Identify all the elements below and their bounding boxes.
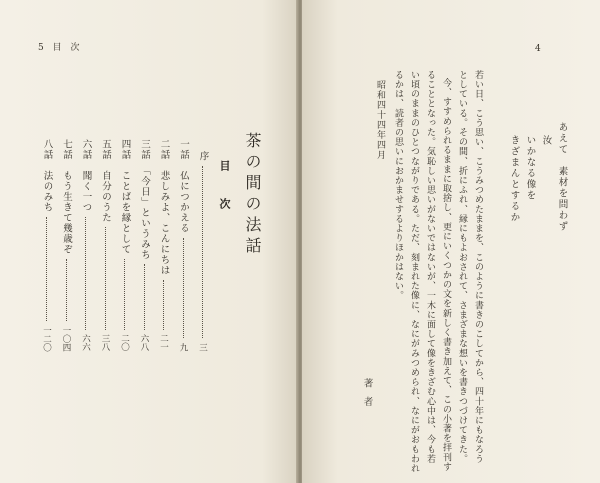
toc-entry-page: 九 <box>178 342 188 351</box>
body-line: るかは、読者の思いにおかませするよりほかはない。 <box>393 70 403 301</box>
toc-entry-page: 六八 <box>139 334 149 351</box>
toc-leader-dots <box>202 166 203 338</box>
toc-leader-dots <box>124 259 125 330</box>
toc-leader-dots <box>46 217 47 321</box>
toc-entry <box>39 139 55 351</box>
toc-entry <box>176 139 192 351</box>
toc-leader-dots <box>183 238 184 338</box>
running-head: 5 目 次 <box>38 43 83 53</box>
toc-leader-dots <box>163 280 164 330</box>
toc-leader-dots <box>105 227 106 330</box>
poem-line: きざまんとするか <box>508 135 520 223</box>
book-title: 茶の間の法話 <box>243 132 262 258</box>
poem-line: 汝 <box>540 135 552 146</box>
toc-heading: 目 次 <box>218 160 231 216</box>
toc-entry-label: 八話 法のみち <box>41 139 53 213</box>
toc-entry-page: 三八 <box>100 334 110 351</box>
preface-date: 昭和四十四年四月 <box>375 80 385 160</box>
toc-entry-page: 一〇四 <box>61 325 71 351</box>
toc-entry <box>195 139 211 351</box>
toc-leader-dots <box>66 259 67 321</box>
toc-leader-dots <box>85 217 86 330</box>
page-number: 4 <box>535 44 541 54</box>
toc-entry-page: 一二〇 <box>41 325 52 351</box>
toc-entry-label: 序 <box>197 151 209 162</box>
toc-entry <box>59 139 75 351</box>
toc-entry <box>137 139 153 351</box>
body-line: 若い日、こう思い、こうみつめたままを、このように書きのこしてから、四十年にもなろう <box>473 70 483 464</box>
left-page-contents <box>0 0 298 483</box>
preface-author: 著者 <box>361 378 373 415</box>
toc-entry <box>78 139 94 351</box>
toc-entry-page: 二一 <box>158 334 169 351</box>
toc-entry-label: 五話 自分のうた <box>100 139 111 223</box>
poem-line: あえて 素材を問わず <box>556 122 568 232</box>
toc-entry-page: 六六 <box>80 334 91 351</box>
toc-entry <box>98 139 114 351</box>
body-line: ることとなった。気恥しい思いがないではないが、一木に面して像をきざむ心中は、今も若 <box>425 70 435 464</box>
toc-entry-label: 四話 ことばを縁として <box>119 139 131 255</box>
right-page-preface <box>302 0 600 483</box>
toc-entry-page: 三 <box>197 342 208 351</box>
toc-leader-dots <box>144 264 145 330</box>
toc-entry-label: 三話 「今日」というみち <box>139 139 150 261</box>
toc-entry-label: 六話 聞く一つ <box>80 139 92 213</box>
body-line: 今、すすめられるままに取捨し、更にいくつかの文を新しく書き加えて、この小著を拝刊す <box>441 78 451 472</box>
toc-entry-label: 一話 仏につかえる <box>178 139 189 234</box>
body-line: としている。その間、折にふれ、縁にもよおされて、さまざまな想いを書きつづけてきた。 <box>457 70 467 464</box>
toc-entry-label: 二話 悲しみよ、こんにちは <box>158 139 170 276</box>
toc-entry-label: 七話 もう生きて幾歳ぞ <box>61 139 72 255</box>
toc-entry-page: 二〇 <box>119 334 130 351</box>
body-line: い頃のままのひとつながりである。ただ、刻まれた像に、なにがみつめられ、なにがおもわれ <box>409 70 419 474</box>
poem-line: いかなる像を <box>524 135 536 201</box>
toc-entry <box>156 139 172 351</box>
toc-entry <box>117 139 133 351</box>
